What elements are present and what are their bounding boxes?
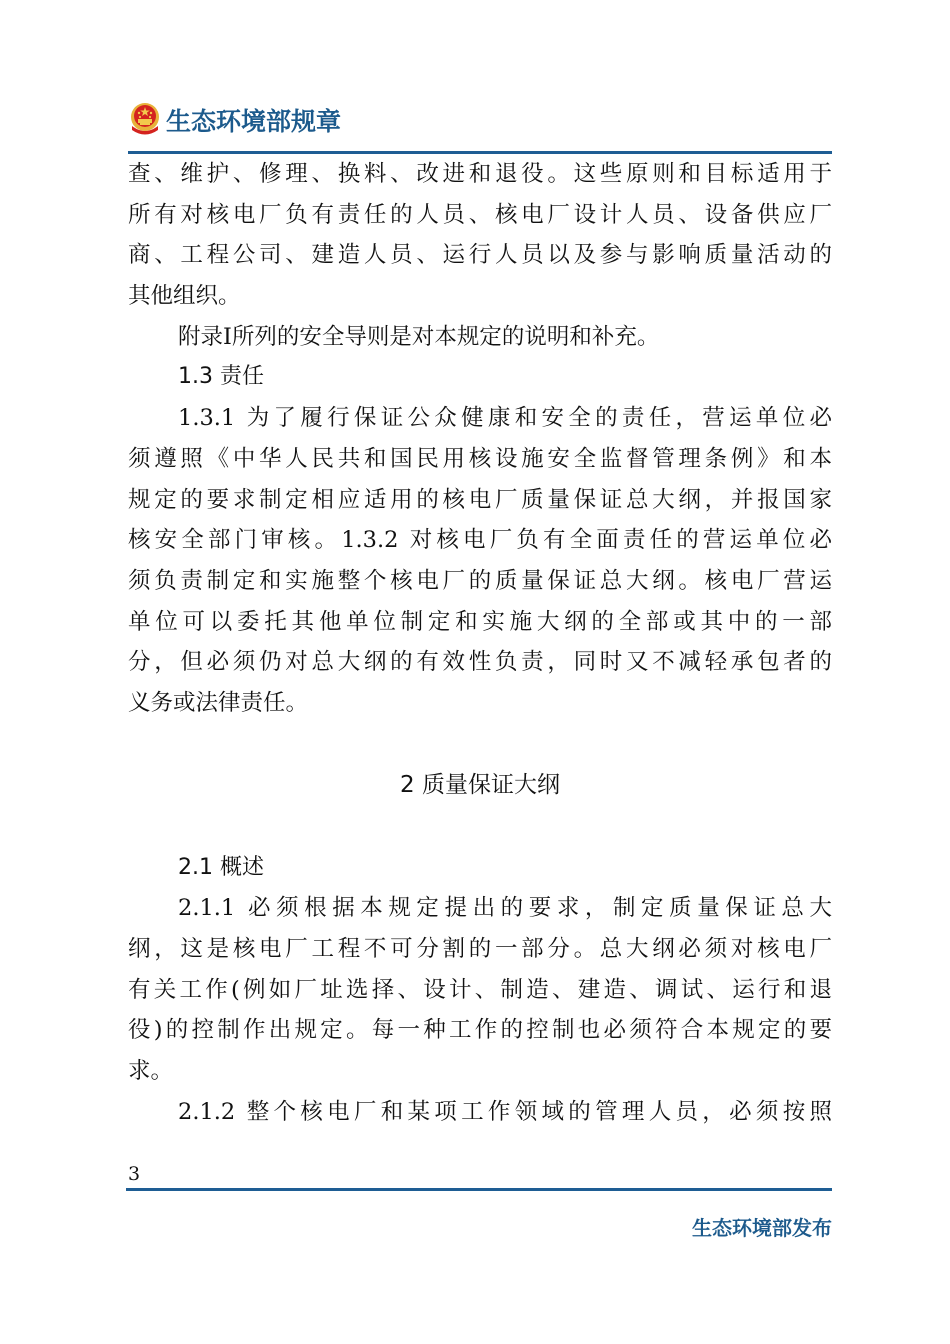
paragraph-line: 2.1.1 必须根据本规定提出的要求，制定质量保证总大 <box>178 895 832 922</box>
paragraph-line: 须负责制定和实施整个核电厂的质量保证总大纲。核电厂营运 <box>128 567 832 594</box>
paragraph-line: 求。 <box>128 1058 174 1085</box>
paragraph-line: 商、工程公司、建造人员、运行人员以及参与影响质量活动的 <box>128 242 832 269</box>
section-heading: 1.3 责任 <box>178 364 264 390</box>
footer-publisher: 生态环境部发布 <box>692 1216 832 1240</box>
paragraph-line: 所有对核电厂负有责任的人员、核电厂设计人员、设备供应厂 <box>128 201 832 228</box>
paragraph-line: 纲，这是核电厂工程不可分割的一部分。总大纲必须对核电厂 <box>128 936 832 962</box>
paragraph-line: 其他组织。 <box>128 283 241 310</box>
page-number: 3 <box>128 1163 141 1185</box>
chapter-heading: 2 质量保证大纲 <box>400 771 560 798</box>
document-body <box>128 154 832 1132</box>
paragraph-line: 核安全部门审核。1.3.2 对核电厂负有全面责任的营运单位必 <box>128 527 832 554</box>
header-title: 生态环境部规章 <box>166 107 342 136</box>
paragraph-line: 查、维护、修理、换料、改进和退役。这些原则和目标适用于 <box>128 161 832 187</box>
paragraph-line: 规定的要求制定相应适用的核电厂质量保证总大纲，并报国家 <box>128 486 832 513</box>
paragraph-line: 分，但必须仍对总大纲的有效性负责，同时又不减轻承包者的 <box>128 649 832 676</box>
paragraph-line: 1.3.1 为了履行保证公众健康和安全的责任，营运单位必 <box>178 405 832 432</box>
section-heading: 2.1 概述 <box>178 854 264 880</box>
page-header <box>128 98 341 142</box>
paragraph-line: 2.1.2 整个核电厂和某项工作领域的管理人员，必须按照 <box>178 1098 832 1125</box>
footer-divider <box>126 1188 832 1191</box>
paragraph-line: 须遵照《中华人民共和国民用核设施安全监督管理条例》和本 <box>128 445 832 472</box>
paragraph-line: 有关工作(例如厂址选择、设计、制造、建造、调试、运行和退 <box>128 976 832 1003</box>
paragraph-line: 义务或法律责任。 <box>128 689 309 716</box>
paragraph-line: 役)的控制作出规定。每一种工作的控制也必须符合本规定的要 <box>128 1017 832 1044</box>
national-emblem-icon <box>128 102 162 138</box>
paragraph-line: 单位可以委托其他单位制定和实施大纲的全部或其中的一部 <box>128 608 832 635</box>
paragraph-line: 附录Ⅰ所列的安全导则是对本规定的说明和补充。 <box>178 323 660 350</box>
